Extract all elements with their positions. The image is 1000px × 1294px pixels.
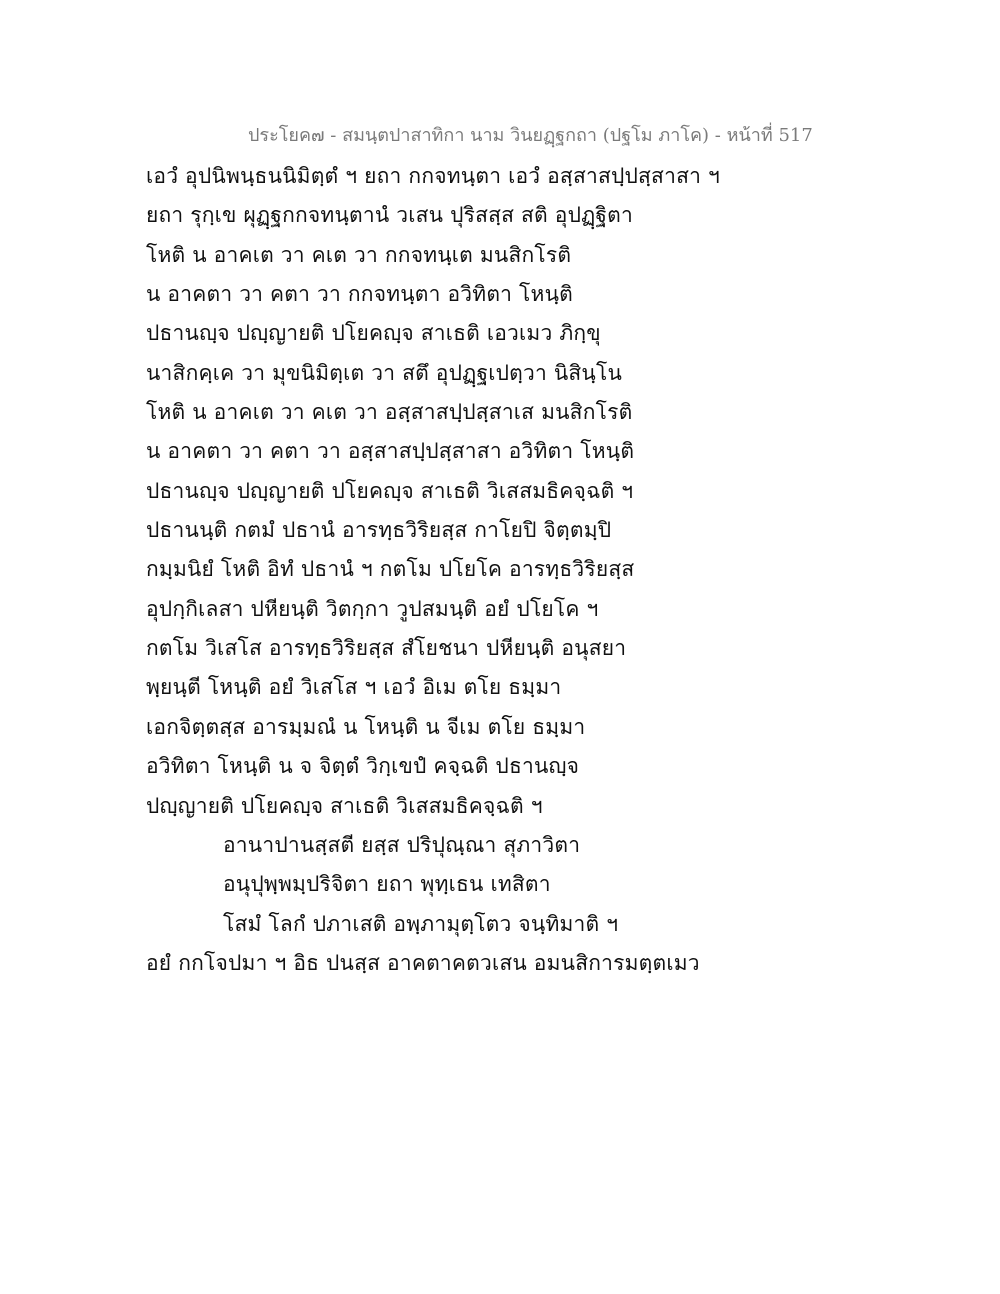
- verse-line: อานาปานสฺสตี ยสฺส ปริปุณฺณา สุภาวิตา: [223, 832, 581, 857]
- text-line: ปธานญฺจ ปญฺญายติ ปโยคญฺจ สาเธติ เอวเมว ภิกฺขุ: [146, 321, 601, 346]
- body-text: [146, 157, 786, 983]
- page-header: ประโยค๗ - สมนฺตปาสาทิกา นาม วินยฏฺฐกถา (ปฐโม ภาโค) - หน้าที่ 517: [248, 125, 813, 146]
- text-line: โหติ น อาคเต วา คเต วา กกจทนฺเต มนสิกโรติ: [146, 242, 572, 267]
- text-line: อวิทิตา โหนฺติ น จ จิตฺตํ วิกฺเขปํ คจฺฉติ ปธานญฺจ: [146, 754, 580, 779]
- text-line: นาสิกคฺเค วา มุขนิมิตฺเต วา สตึ อุปฏฺฐเปตฺวา นิสินฺโน: [146, 360, 622, 385]
- verse-line: โสมํ โลกํ ปภาเสติ อพฺภามุตฺโตว จนฺทิมาติ ฯ: [223, 911, 619, 936]
- text-line: ปญฺญายติ ปโยคญฺจ สาเธติ วิเสสมธิคจฺฉติ ฯ: [146, 793, 543, 818]
- text-line: เอวํ อุปนิพนฺธนนิมิตฺตํ ฯ ยถา กกจทนฺตา เอวํ อสฺสาสปฺปสฺสาสา ฯ: [146, 164, 720, 188]
- text-line: โหติ น อาคเต วา คเต วา อสฺสาสปฺปสฺสาเส มนสิกโรติ: [146, 400, 633, 425]
- text-line: พฺยนฺตี โหนฺติ อยํ วิเสโส ฯ เอวํ อิเม ตโย ธมฺมา: [146, 675, 562, 700]
- verse-line: อนุปุพฺพมฺปริจิตา ยถา พุทฺเธน เทสิตา: [223, 872, 551, 897]
- text-line: กตโม วิเสโส อารทฺธวิริยสฺส สํโยชนา ปหียนฺติ อนุสยา: [146, 636, 627, 661]
- text-line: ปธานญฺจ ปญฺญายติ ปโยคญฺจ สาเธติ วิเสสมธิคจฺฉติ ฯ: [146, 478, 634, 503]
- text-line: เอกจิตฺตสฺส อารมฺมณํ น โหนฺติ น จีเม ตโย ธมฺมา: [146, 714, 586, 739]
- text-line: กมฺมนิยํ โหติ อิทํ ปธานํ ฯ กตโม ปโยโค อารทฺธวิริยสฺส: [146, 557, 635, 582]
- text-line: ยถา รุกฺเข ผุฏฺฐกกจทนฺตานํ วเสน ปุริสสฺส สติ อุปฏฺฐิตา: [146, 203, 634, 228]
- text-line: อุปกฺกิเลสา ปหียนฺติ วิตกฺกา วูปสมนฺติ อยํ ปโยโค ฯ: [146, 596, 599, 621]
- text-line: น อาคตา วา คตา วา อสฺสาสปฺปสฺสาสา อวิทิตา โหนฺติ: [146, 439, 635, 464]
- text-line: น อาคตา วา คตา วา กกจทนฺตา อวิทิตา โหนฺติ: [146, 282, 573, 307]
- text-line: ปธานนฺติ กตมํ ปธานํ อารทฺธวิริยสฺส กาโยปิ จิตฺตมฺปิ: [146, 518, 612, 543]
- closing-line: อยํ กกโจปมา ฯ อิธ ปนสฺส อาคตาคตวเสน อมนสิการมตฺตเมว: [146, 950, 700, 975]
